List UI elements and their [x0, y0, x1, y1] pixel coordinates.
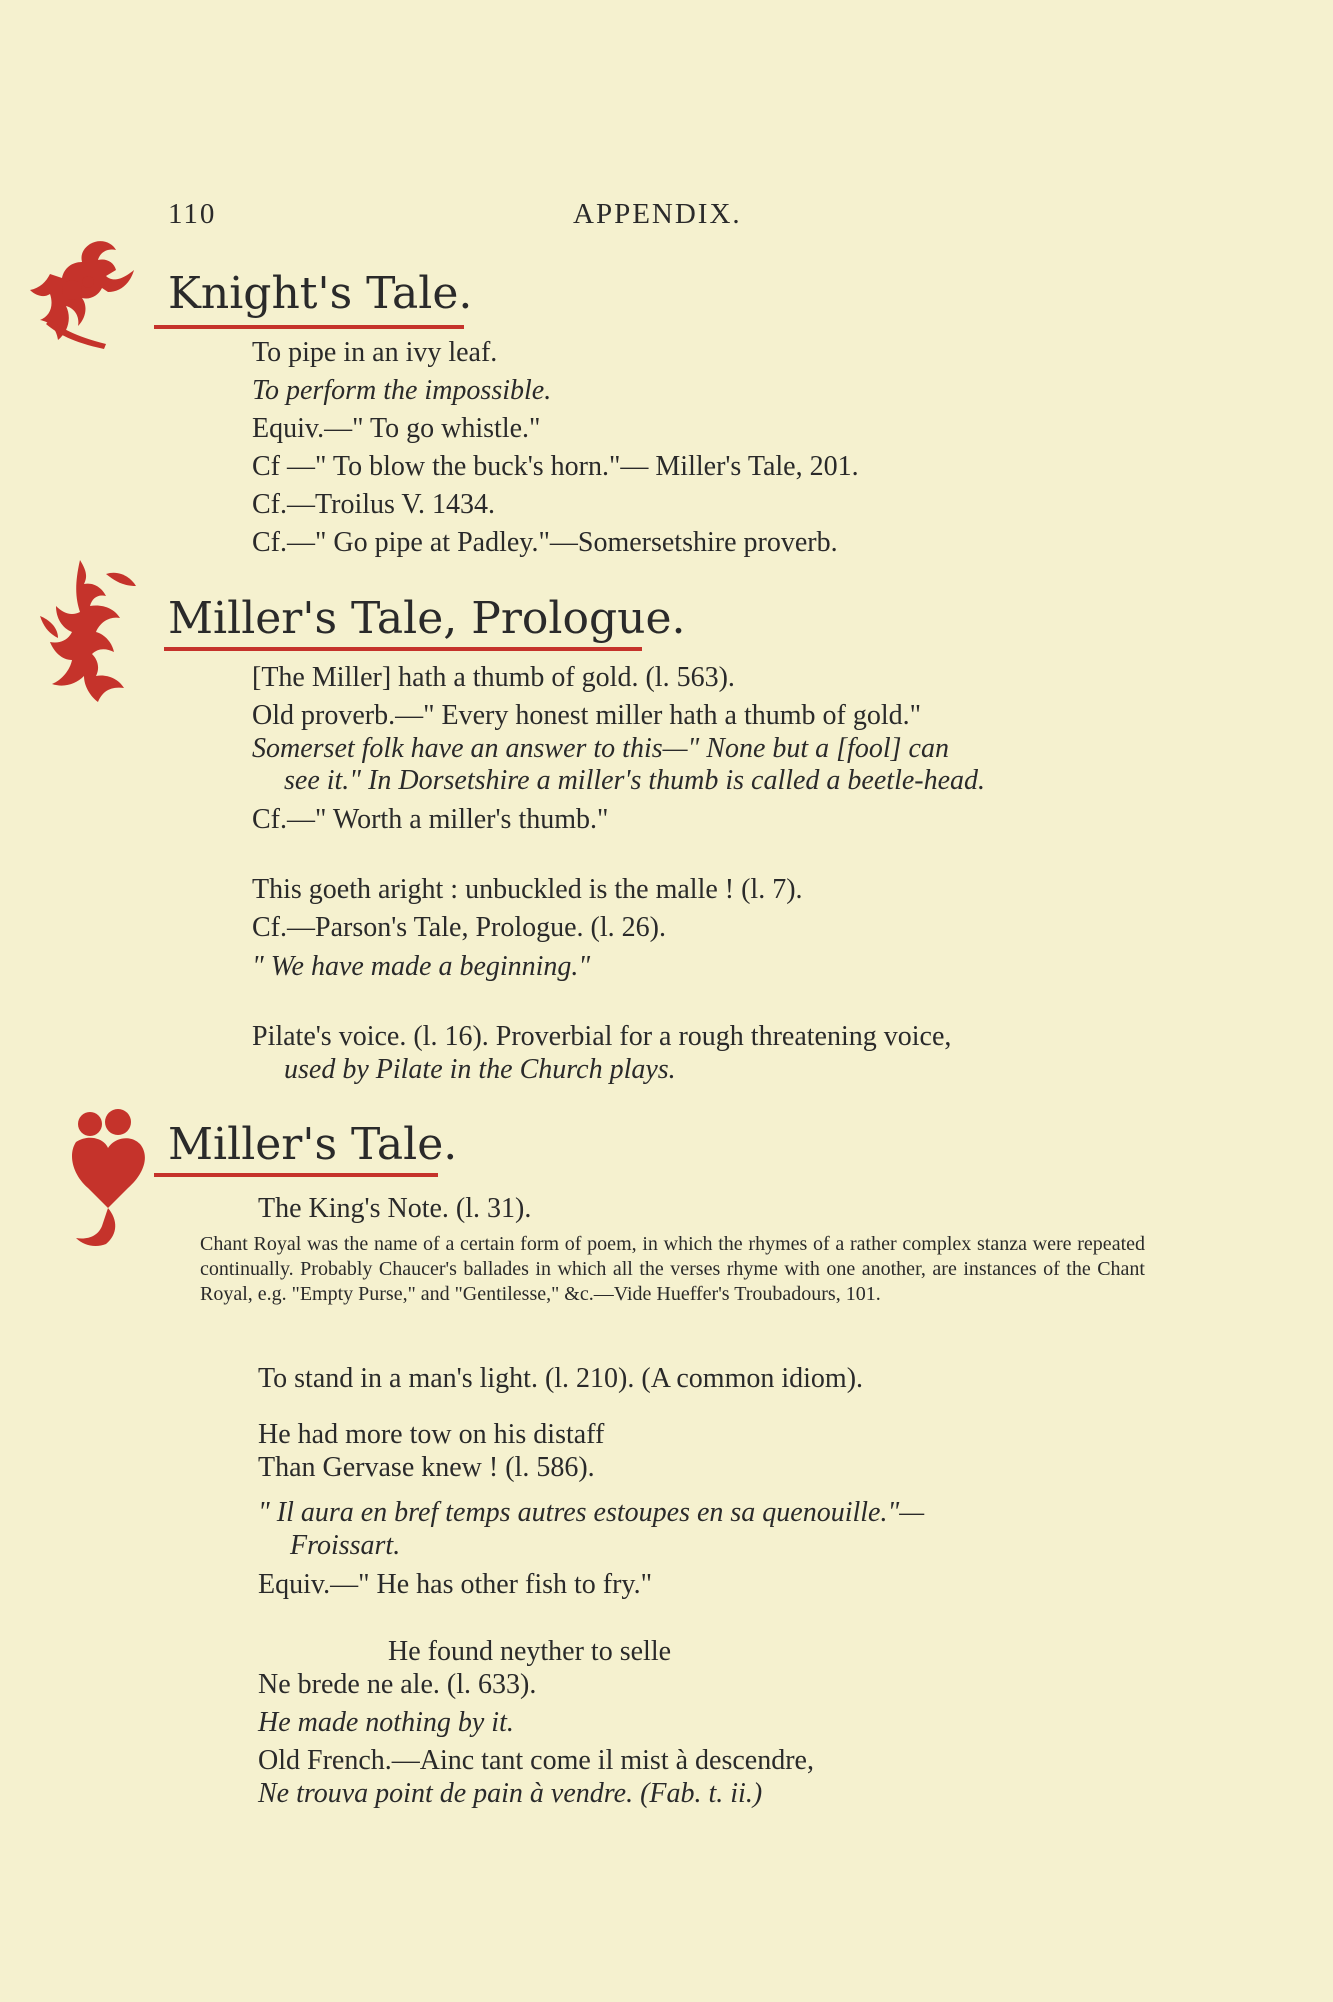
scroll-ornament-icon: [36, 556, 141, 706]
text-line: Equiv.—" To go whistle.": [252, 413, 541, 444]
text-line: Ne trouva point de pain à vendre. (Fab. t. ii.): [258, 1778, 763, 1809]
text-line: To pipe in an ivy leaf.: [252, 337, 498, 368]
text-line: Froissart.: [290, 1530, 401, 1561]
section-rule: [154, 1173, 438, 1177]
text-line: Pilate's voice. (l. 16). Proverbial for a rough threatening voice,: [252, 1021, 952, 1052]
page-number: 110: [168, 198, 217, 230]
section-title-knights-tale: Knight's Tale.: [168, 268, 473, 319]
text-line: Ne brede ne ale. (l. 633).: [258, 1669, 537, 1700]
text-line: He found neyther to selle: [388, 1636, 672, 1667]
section-rule: [164, 647, 642, 651]
text-line: Old proverb.—" Every honest miller hath a thumb of gold.": [252, 700, 922, 731]
footnote-chant-royal: Chant Royal was the name of a certain form of poem, in which the rhymes of a rather complex stanza were repeated continually. Probably Chaucer's ballades in which all the verses rhyme with one another, are instances of the Chant Royal, e.g. "Empty Purse," and "Gentilesse," &c.—Vide Hueffer's Troubadours, 101.: [200, 1233, 1145, 1305]
section-rule: [154, 325, 464, 329]
text-line: Somerset folk have an answer to this—" None but a [fool] can: [252, 733, 949, 764]
text-line: Old French.—Ainc tant come il mist à descendre,: [258, 1745, 814, 1776]
text-line: Than Gervase knew ! (l. 586).: [258, 1452, 595, 1483]
text-line: [The Miller] hath a thumb of gold. (l. 563).: [252, 662, 735, 693]
text-line: Equiv.—" He has other fish to fry.": [258, 1569, 653, 1600]
running-head: [168, 198, 1168, 238]
running-title: APPENDIX.: [573, 198, 742, 230]
text-line: Cf.—" Go pipe at Padley."—Somersetshire proverb.: [252, 527, 838, 558]
text-line: Cf.—Troilus V. 1434.: [252, 489, 496, 520]
section-title-millers-tale-prologue: Miller's Tale, Prologue.: [168, 593, 686, 644]
text-line: To perform the impossible.: [252, 375, 552, 406]
text-line: The King's Note. (l. 31).: [258, 1193, 532, 1224]
text-line: This goeth aright : unbuckled is the malle ! (l. 7).: [252, 874, 803, 905]
text-line: see it." In Dorsetshire a miller's thumb is called a beetle-head.: [284, 765, 986, 796]
floral-ornament-icon: [28, 236, 143, 351]
text-line: Cf.—" Worth a miller's thumb.": [252, 804, 609, 835]
text-line: He had more tow on his distaff: [258, 1419, 605, 1450]
text-line: To stand in a man's light. (l. 210). (A common idiom).: [258, 1363, 864, 1394]
heart-ornament-icon: [66, 1108, 150, 1248]
text-line: He made nothing by it.: [258, 1707, 514, 1738]
text-line: " Il aura en bref temps autres estoupes en sa quenouille."—: [258, 1497, 925, 1528]
text-line: " We have made a beginning.": [252, 951, 591, 982]
section-title-millers-tale: Miller's Tale.: [168, 1119, 458, 1170]
text-line: Cf —" To blow the buck's horn."— Miller's Tale, 201.: [252, 451, 859, 482]
text-line: Cf.—Parson's Tale, Prologue. (l. 26).: [252, 912, 666, 943]
text-line: used by Pilate in the Church plays.: [284, 1054, 676, 1085]
